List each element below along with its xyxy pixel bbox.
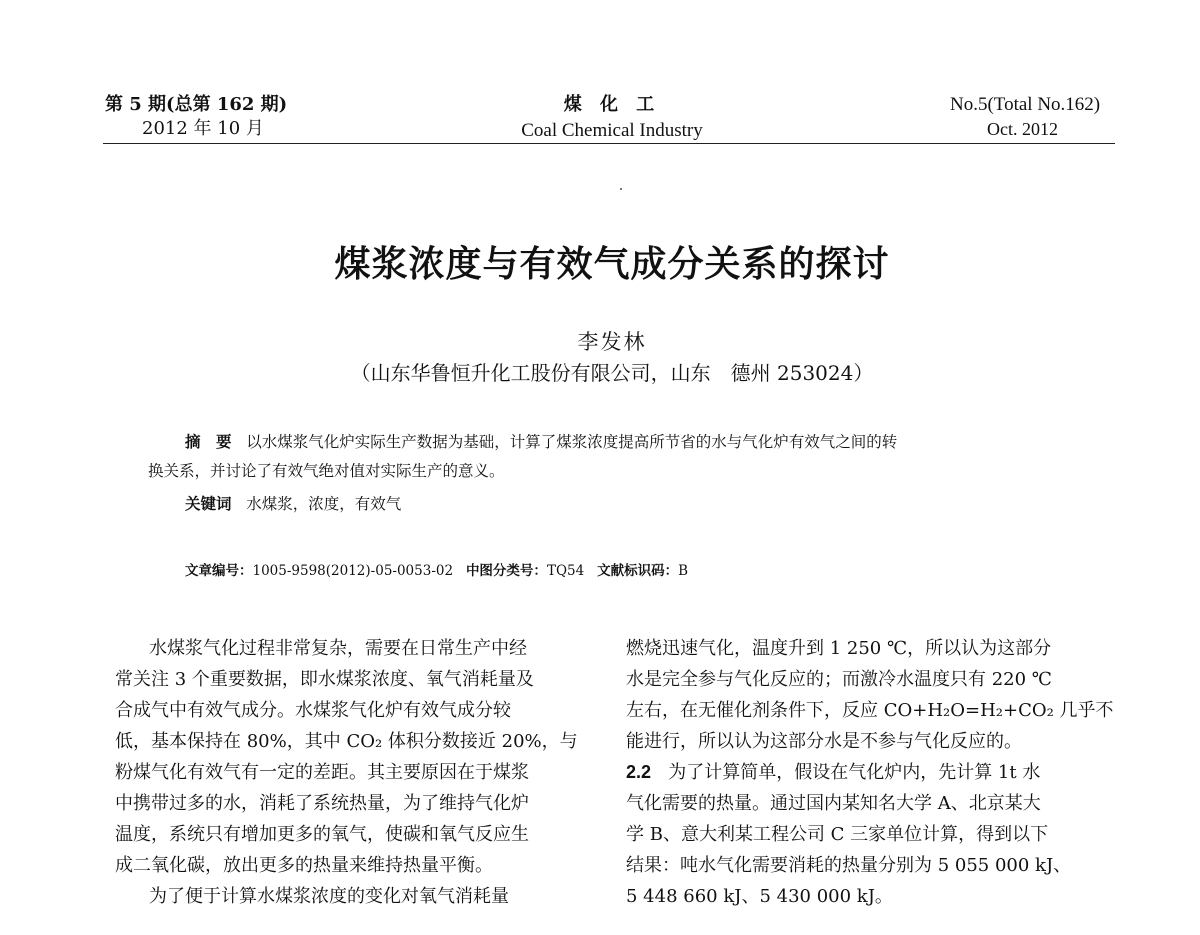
abstract-line-1 (185, 428, 897, 456)
body-right-line: 能进行，所以认为这部分水是不参与气化反应的。 (626, 731, 1022, 752)
body-right-line: 结果：吨水气化需要消耗的热量分别为 5 055 000 kJ、 (626, 855, 1072, 876)
abstract-line-2: 换关系，并讨论了有效气绝对值对实际生产的意义。 (148, 462, 505, 480)
clc-code: TQ54 (546, 563, 585, 579)
body-left-line: 水煤浆气化过程非常复杂，需要在日常生产中经 (149, 638, 527, 659)
section-number: 2.2 (626, 762, 652, 782)
journal-name-cn: 煤 化 工 (563, 94, 661, 115)
speck (620, 188, 622, 190)
journal-date: 2012 年 10 月 (142, 118, 264, 139)
header-rule (103, 143, 1115, 144)
doc-no: 1005-9598(2012)-05-0053-02 (252, 563, 454, 579)
body-right-line: 左右，在无催化剂条件下，反应 CO+H₂O=H₂+CO₂ 几乎不 (626, 700, 1114, 721)
body-right-line: 5 448 660 kJ、5 430 000 kJ。 (626, 886, 893, 907)
article-affiliation: （山东华鲁恒升化工股份有限公司，山东 德州 253024） (350, 361, 874, 385)
body-right-line: 水是完全参与气化反应的；而激冷水温度只有 220 ℃ (626, 669, 1052, 690)
clc-label: 中图分类号： (465, 563, 547, 579)
keywords-line (185, 490, 401, 518)
section-text: 为了计算简单，假设在气化炉内，先计算 1t 水 (668, 762, 1041, 783)
body-left-line: 常关注 3 个重要数据，即水煤浆浓度、氧气消耗量及 (115, 669, 534, 690)
body-right-line: 燃烧迅速气化，温度升到 1 250 ℃，所以认为这部分 (626, 638, 1052, 659)
doc-code-label: 文献标识码： (597, 563, 679, 579)
article-title: 煤浆浓度与有效气成分关系的探讨 (334, 244, 890, 285)
body-column-left (115, 633, 581, 912)
journal-name-en: Coal Chemical Industry (521, 120, 703, 141)
body-left-line: 为了便于计算水煤浆浓度的变化对氧气消耗量 (149, 886, 509, 907)
body-column-right (626, 633, 1116, 912)
body-right-line: 学 B、意大利某工程公司 C 三家单位计算，得到以下 (626, 824, 1049, 845)
journal-issue-en: No.5(Total No.162) (950, 94, 1101, 115)
abstract-label: 摘 要 (185, 433, 232, 451)
article-author: 李发林 (577, 330, 647, 354)
abstract-text-1: 以水煤浆气化炉实际生产数据为基础，计算了煤浆浓度提高所节省的水与气化炉有效气之间的转 (246, 433, 898, 451)
body-left-line: 成二氧化碳，放出更多的热量来维持热量平衡。 (115, 855, 493, 876)
journal-issue: 第 5 期(总第 162 期) (105, 94, 288, 115)
body-left-line: 温度，系统只有增加更多的氧气，使碳和氧气反应生 (115, 824, 529, 845)
section-2-2-line (626, 757, 1116, 788)
body-right-line: 气化需要的热量。通过国内某知名大学 A、北京某大 (626, 793, 1041, 814)
body-left-line: 粉煤气化有效气有一定的差距。其主要原因在于煤浆 (115, 762, 529, 783)
article-info-line (185, 559, 688, 579)
body-left-line: 低，基本保持在 80%，其中 CO₂ 体积分数接近 20%，与 (115, 731, 578, 752)
keywords-label: 关键词 (185, 495, 232, 513)
keywords-text: 水煤浆，浓度，有效气 (246, 495, 402, 513)
body-left-line: 合成气中有效气成分。水煤浆气化炉有效气成分较 (115, 700, 511, 721)
journal-date-en: Oct. 2012 (987, 119, 1058, 139)
doc-code: B (678, 563, 688, 579)
doc-no-label: 文章编号： (185, 563, 253, 579)
body-left-line: 中携带过多的水，消耗了系统热量，为了维持气化炉 (115, 793, 529, 814)
